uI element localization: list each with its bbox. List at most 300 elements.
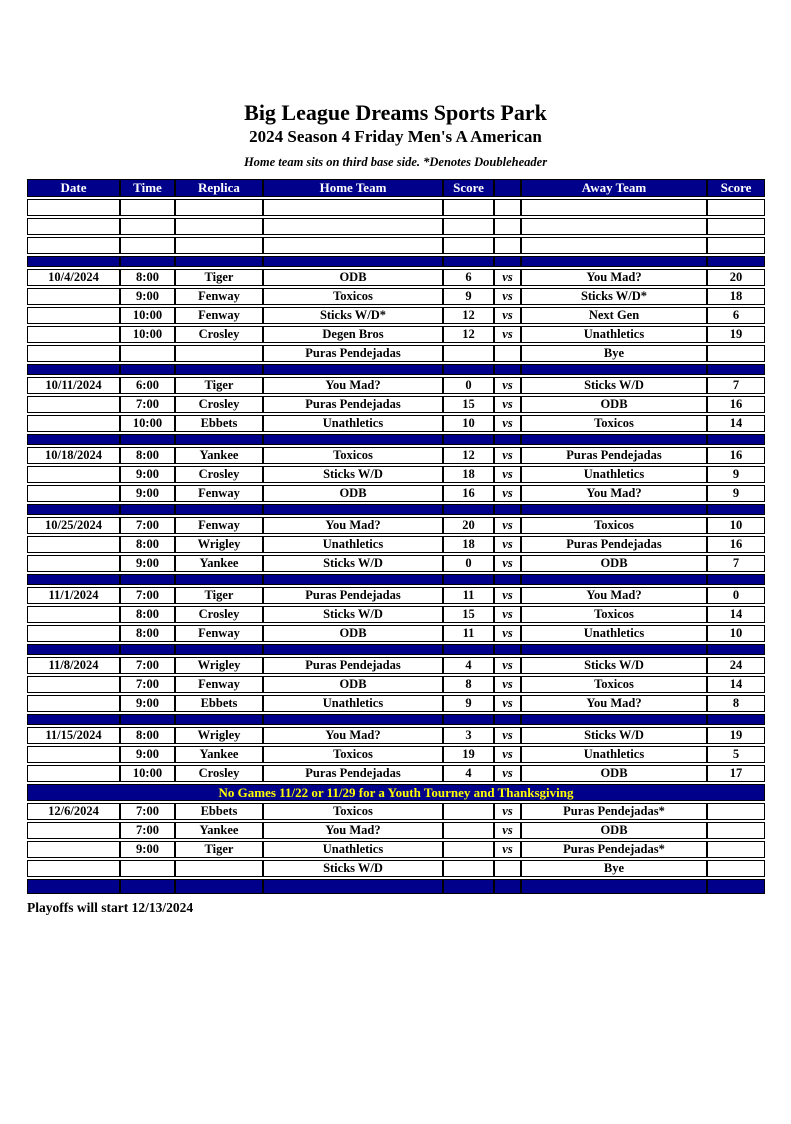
away-team-cell: Unathletics xyxy=(521,625,707,642)
home-score-cell: 9 xyxy=(443,695,494,712)
separator-cell xyxy=(707,879,765,894)
column-header xyxy=(494,179,521,197)
vs-cell: vs xyxy=(494,695,521,712)
page-title: Big League Dreams Sports Park xyxy=(244,100,547,125)
home-team-cell: Toxicos xyxy=(263,288,443,305)
separator-cell xyxy=(175,574,263,585)
separator-cell xyxy=(263,256,443,267)
away-team-cell: Puras Pendejadas* xyxy=(521,803,707,820)
separator-cell xyxy=(494,574,521,585)
home-score-cell: 0 xyxy=(443,555,494,572)
home-score-cell: 11 xyxy=(443,587,494,604)
empty-cell xyxy=(120,237,175,254)
separator-cell xyxy=(494,879,521,894)
date-cell: 11/1/2024 xyxy=(27,587,120,604)
home-score-cell: 12 xyxy=(443,326,494,343)
empty-cell xyxy=(443,218,494,235)
separator-row xyxy=(27,434,765,445)
away-score-cell xyxy=(707,841,765,858)
date-cell: 10/4/2024 xyxy=(27,269,120,286)
replica-cell: Ebbets xyxy=(175,415,263,432)
time-cell: 7:00 xyxy=(120,822,175,839)
home-score-cell: 18 xyxy=(443,536,494,553)
vs-cell: vs xyxy=(494,447,521,464)
vs-cell: vs xyxy=(494,377,521,394)
game-row xyxy=(27,746,765,763)
separator-cell xyxy=(263,879,443,894)
game-row xyxy=(27,269,765,286)
away-score-cell: 16 xyxy=(707,447,765,464)
schedule-table xyxy=(27,177,765,896)
home-team-cell: Sticks W/D xyxy=(263,555,443,572)
home-team-cell: ODB xyxy=(263,485,443,502)
replica-cell: Fenway xyxy=(175,517,263,534)
replica-cell xyxy=(175,345,263,362)
game-row xyxy=(27,536,765,553)
separator-cell xyxy=(120,574,175,585)
separator-cell xyxy=(120,879,175,894)
column-header: Time xyxy=(120,179,175,197)
away-score-cell: 10 xyxy=(707,625,765,642)
separator-cell xyxy=(521,574,707,585)
empty-row xyxy=(27,237,765,254)
home-score-cell: 8 xyxy=(443,676,494,693)
game-row xyxy=(27,345,765,362)
vs-cell: vs xyxy=(494,269,521,286)
time-cell: 7:00 xyxy=(120,657,175,674)
notice-text: No Games 11/22 or 11/29 for a Youth Tourney and Thanksgiving xyxy=(27,784,765,801)
away-score-cell: 18 xyxy=(707,288,765,305)
game-row xyxy=(27,860,765,877)
replica-cell: Crosley xyxy=(175,466,263,483)
away-score-cell: 14 xyxy=(707,606,765,623)
away-team-cell: Sticks W/D* xyxy=(521,288,707,305)
page xyxy=(0,100,791,916)
separator-cell xyxy=(175,434,263,445)
home-team-cell: Sticks W/D xyxy=(263,466,443,483)
replica-cell: Ebbets xyxy=(175,695,263,712)
separator-cell xyxy=(707,644,765,655)
time-cell: 10:00 xyxy=(120,307,175,324)
vs-cell xyxy=(494,860,521,877)
separator-cell xyxy=(494,364,521,375)
empty-cell xyxy=(27,199,120,216)
home-score-cell: 12 xyxy=(443,307,494,324)
time-cell xyxy=(120,345,175,362)
away-team-cell: ODB xyxy=(521,396,707,413)
replica-cell: Yankee xyxy=(175,447,263,464)
away-score-cell: 9 xyxy=(707,485,765,502)
separator-cell xyxy=(494,434,521,445)
home-score-cell: 19 xyxy=(443,746,494,763)
empty-cell xyxy=(521,237,707,254)
empty-cell xyxy=(521,199,707,216)
date-cell xyxy=(27,288,120,305)
column-header: Home Team xyxy=(263,179,443,197)
home-score-cell xyxy=(443,803,494,820)
date-cell xyxy=(27,746,120,763)
date-cell xyxy=(27,485,120,502)
separator-cell xyxy=(263,644,443,655)
replica-cell xyxy=(175,860,263,877)
date-cell xyxy=(27,822,120,839)
away-team-cell: Bye xyxy=(521,345,707,362)
separator-cell xyxy=(27,644,120,655)
away-score-cell: 6 xyxy=(707,307,765,324)
vs-cell: vs xyxy=(494,746,521,763)
vs-cell: vs xyxy=(494,415,521,432)
separator-cell xyxy=(707,256,765,267)
time-cell: 6:00 xyxy=(120,377,175,394)
vs-cell: vs xyxy=(494,803,521,820)
away-score-cell: 19 xyxy=(707,326,765,343)
home-score-cell xyxy=(443,822,494,839)
home-score-cell: 4 xyxy=(443,765,494,782)
home-team-cell: ODB xyxy=(263,676,443,693)
empty-cell xyxy=(707,199,765,216)
away-score-cell: 7 xyxy=(707,555,765,572)
separator-row xyxy=(27,256,765,267)
away-score-cell: 14 xyxy=(707,415,765,432)
vs-cell: vs xyxy=(494,555,521,572)
home-score-cell: 0 xyxy=(443,377,494,394)
away-team-cell: ODB xyxy=(521,822,707,839)
separator-cell xyxy=(263,504,443,515)
empty-cell xyxy=(175,218,263,235)
separator-row xyxy=(27,364,765,375)
away-score-cell xyxy=(707,860,765,877)
home-team-cell: Puras Pendejadas xyxy=(263,345,443,362)
away-score-cell: 16 xyxy=(707,396,765,413)
away-score-cell: 20 xyxy=(707,269,765,286)
home-team-cell: You Mad? xyxy=(263,377,443,394)
home-score-cell: 15 xyxy=(443,606,494,623)
vs-cell: vs xyxy=(494,536,521,553)
separator-cell xyxy=(263,574,443,585)
home-team-cell: Sticks W/D xyxy=(263,606,443,623)
separator-cell xyxy=(521,364,707,375)
vs-cell: vs xyxy=(494,676,521,693)
game-row xyxy=(27,377,765,394)
time-cell: 9:00 xyxy=(120,695,175,712)
time-cell: 9:00 xyxy=(120,746,175,763)
date-cell xyxy=(27,466,120,483)
separator-cell xyxy=(443,434,494,445)
vs-cell: vs xyxy=(494,288,521,305)
replica-cell: Tiger xyxy=(175,269,263,286)
home-team-cell: Puras Pendejadas xyxy=(263,396,443,413)
vs-cell: vs xyxy=(494,307,521,324)
date-cell xyxy=(27,415,120,432)
game-row xyxy=(27,447,765,464)
home-team-cell: Toxicos xyxy=(263,447,443,464)
replica-cell: Crosley xyxy=(175,765,263,782)
empty-cell xyxy=(707,218,765,235)
separator-cell xyxy=(494,644,521,655)
time-cell: 8:00 xyxy=(120,606,175,623)
time-cell: 10:00 xyxy=(120,326,175,343)
home-team-cell: Puras Pendejadas xyxy=(263,587,443,604)
empty-cell xyxy=(263,218,443,235)
separator-cell xyxy=(175,504,263,515)
away-score-cell: 7 xyxy=(707,377,765,394)
replica-cell: Fenway xyxy=(175,307,263,324)
replica-cell: Crosley xyxy=(175,326,263,343)
away-team-cell: Toxicos xyxy=(521,415,707,432)
date-cell: 10/25/2024 xyxy=(27,517,120,534)
time-cell: 8:00 xyxy=(120,536,175,553)
replica-cell: Crosley xyxy=(175,396,263,413)
column-header: Replica xyxy=(175,179,263,197)
separator-cell xyxy=(27,434,120,445)
away-team-cell: Toxicos xyxy=(521,676,707,693)
away-team-cell: Next Gen xyxy=(521,307,707,324)
away-team-cell: Puras Pendejadas xyxy=(521,536,707,553)
separator-cell xyxy=(27,714,120,725)
separator-row xyxy=(27,504,765,515)
empty-cell xyxy=(27,218,120,235)
empty-cell xyxy=(120,199,175,216)
date-cell: 11/8/2024 xyxy=(27,657,120,674)
schedule-table-body xyxy=(27,179,765,894)
away-team-cell: Sticks W/D xyxy=(521,377,707,394)
empty-cell xyxy=(494,218,521,235)
separator-cell xyxy=(175,364,263,375)
separator-cell xyxy=(120,256,175,267)
separator-cell xyxy=(27,574,120,585)
replica-cell: Tiger xyxy=(175,587,263,604)
away-team-cell: Puras Pendejadas xyxy=(521,447,707,464)
date-cell xyxy=(27,695,120,712)
away-score-cell xyxy=(707,345,765,362)
home-score-cell: 9 xyxy=(443,288,494,305)
empty-row xyxy=(27,199,765,216)
page-subtitle: 2024 Season 4 Friday Men's A American xyxy=(249,127,542,146)
away-score-cell: 24 xyxy=(707,657,765,674)
vs-cell: vs xyxy=(494,517,521,534)
empty-cell xyxy=(707,237,765,254)
home-score-cell: 3 xyxy=(443,727,494,744)
home-score-cell: 15 xyxy=(443,396,494,413)
separator-row xyxy=(27,714,765,725)
date-cell: 11/15/2024 xyxy=(27,727,120,744)
home-score-cell: 18 xyxy=(443,466,494,483)
home-score-cell: 16 xyxy=(443,485,494,502)
replica-cell: Fenway xyxy=(175,676,263,693)
vs-cell: vs xyxy=(494,326,521,343)
separator-row xyxy=(27,574,765,585)
empty-cell xyxy=(443,237,494,254)
home-team-cell: Unathletics xyxy=(263,695,443,712)
separator-cell xyxy=(175,256,263,267)
separator-cell xyxy=(707,434,765,445)
replica-cell: Crosley xyxy=(175,606,263,623)
game-row xyxy=(27,517,765,534)
vs-cell: vs xyxy=(494,485,521,502)
game-row xyxy=(27,555,765,572)
vs-cell: vs xyxy=(494,396,521,413)
away-score-cell: 0 xyxy=(707,587,765,604)
game-row xyxy=(27,822,765,839)
home-team-cell: You Mad? xyxy=(263,822,443,839)
vs-cell: vs xyxy=(494,727,521,744)
game-row xyxy=(27,657,765,674)
separator-cell xyxy=(263,364,443,375)
home-score-cell xyxy=(443,860,494,877)
time-cell: 10:00 xyxy=(120,765,175,782)
vs-cell: vs xyxy=(494,657,521,674)
home-team-cell: Degen Bros xyxy=(263,326,443,343)
separator-cell xyxy=(521,879,707,894)
away-team-cell: ODB xyxy=(521,765,707,782)
home-team-cell: Unathletics xyxy=(263,415,443,432)
vs-cell: vs xyxy=(494,765,521,782)
time-cell: 8:00 xyxy=(120,269,175,286)
column-header: Date xyxy=(27,179,120,197)
replica-cell: Tiger xyxy=(175,841,263,858)
away-team-cell: Toxicos xyxy=(521,606,707,623)
separator-cell xyxy=(27,364,120,375)
home-score-cell xyxy=(443,345,494,362)
separator-cell xyxy=(707,504,765,515)
empty-cell xyxy=(27,237,120,254)
empty-cell xyxy=(494,237,521,254)
game-row xyxy=(27,765,765,782)
separator-cell xyxy=(443,364,494,375)
away-team-cell: You Mad? xyxy=(521,269,707,286)
home-score-cell: 11 xyxy=(443,625,494,642)
away-score-cell: 19 xyxy=(707,727,765,744)
separator-cell xyxy=(120,364,175,375)
date-cell xyxy=(27,676,120,693)
date-cell: 10/11/2024 xyxy=(27,377,120,394)
separator-cell xyxy=(175,644,263,655)
home-score-cell: 4 xyxy=(443,657,494,674)
home-team-cell: Puras Pendejadas xyxy=(263,765,443,782)
away-score-cell: 17 xyxy=(707,765,765,782)
away-team-cell: Bye xyxy=(521,860,707,877)
home-team-cell: Unathletics xyxy=(263,841,443,858)
date-cell xyxy=(27,555,120,572)
date-cell: 12/6/2024 xyxy=(27,803,120,820)
away-team-cell: Puras Pendejadas* xyxy=(521,841,707,858)
home-team-cell: Sticks W/D xyxy=(263,860,443,877)
vs-cell: vs xyxy=(494,606,521,623)
separator-cell xyxy=(120,504,175,515)
home-team-cell: You Mad? xyxy=(263,727,443,744)
empty-cell xyxy=(120,218,175,235)
separator-cell xyxy=(175,879,263,894)
separator-cell xyxy=(494,504,521,515)
game-row xyxy=(27,727,765,744)
replica-cell: Yankee xyxy=(175,746,263,763)
replica-cell: Fenway xyxy=(175,485,263,502)
game-row xyxy=(27,587,765,604)
empty-cell xyxy=(263,237,443,254)
final-separator-row xyxy=(27,879,765,894)
home-team-cell: ODB xyxy=(263,269,443,286)
game-row xyxy=(27,841,765,858)
playoffs-note: Playoffs will start 12/13/2024 xyxy=(27,900,194,915)
game-row xyxy=(27,288,765,305)
column-header: Away Team xyxy=(521,179,707,197)
date-cell xyxy=(27,860,120,877)
time-cell: 7:00 xyxy=(120,587,175,604)
away-team-cell: Unathletics xyxy=(521,326,707,343)
time-cell: 7:00 xyxy=(120,396,175,413)
empty-row xyxy=(27,218,765,235)
empty-cell xyxy=(175,237,263,254)
replica-cell: Wrigley xyxy=(175,727,263,744)
game-row xyxy=(27,695,765,712)
time-cell: 9:00 xyxy=(120,288,175,305)
page-note: Home team sits on third base side. *Denotes Doubleheader xyxy=(243,155,548,169)
date-cell xyxy=(27,625,120,642)
separator-cell xyxy=(521,644,707,655)
separator-cell xyxy=(443,256,494,267)
game-row xyxy=(27,676,765,693)
time-cell: 7:00 xyxy=(120,676,175,693)
date-cell xyxy=(27,765,120,782)
vs-cell: vs xyxy=(494,841,521,858)
date-cell xyxy=(27,606,120,623)
away-team-cell: You Mad? xyxy=(521,485,707,502)
separator-cell xyxy=(494,714,521,725)
empty-cell xyxy=(443,199,494,216)
date-cell xyxy=(27,326,120,343)
home-score-cell xyxy=(443,841,494,858)
home-team-cell: ODB xyxy=(263,625,443,642)
date-cell xyxy=(27,307,120,324)
time-cell: 7:00 xyxy=(120,803,175,820)
replica-cell: Fenway xyxy=(175,288,263,305)
separator-row xyxy=(27,644,765,655)
empty-cell xyxy=(494,199,521,216)
empty-cell xyxy=(521,218,707,235)
home-team-cell: Puras Pendejadas xyxy=(263,657,443,674)
away-score-cell: 9 xyxy=(707,466,765,483)
game-row xyxy=(27,803,765,820)
replica-cell: Wrigley xyxy=(175,657,263,674)
home-team-cell: Toxicos xyxy=(263,746,443,763)
separator-cell xyxy=(521,256,707,267)
replica-cell: Fenway xyxy=(175,625,263,642)
separator-cell xyxy=(120,714,175,725)
away-team-cell: Toxicos xyxy=(521,517,707,534)
vs-cell xyxy=(494,345,521,362)
replica-cell: Ebbets xyxy=(175,803,263,820)
game-row xyxy=(27,307,765,324)
away-score-cell: 10 xyxy=(707,517,765,534)
separator-cell xyxy=(521,434,707,445)
home-team-cell: Toxicos xyxy=(263,803,443,820)
away-score-cell: 5 xyxy=(707,746,765,763)
away-team-cell: Sticks W/D xyxy=(521,727,707,744)
separator-cell xyxy=(521,504,707,515)
separator-cell xyxy=(443,644,494,655)
separator-cell xyxy=(443,504,494,515)
separator-cell xyxy=(443,574,494,585)
date-cell xyxy=(27,396,120,413)
separator-cell xyxy=(120,644,175,655)
home-team-cell: You Mad? xyxy=(263,517,443,534)
separator-cell xyxy=(707,364,765,375)
replica-cell: Wrigley xyxy=(175,536,263,553)
empty-cell xyxy=(263,199,443,216)
away-team-cell: ODB xyxy=(521,555,707,572)
game-row xyxy=(27,466,765,483)
time-cell: 9:00 xyxy=(120,555,175,572)
